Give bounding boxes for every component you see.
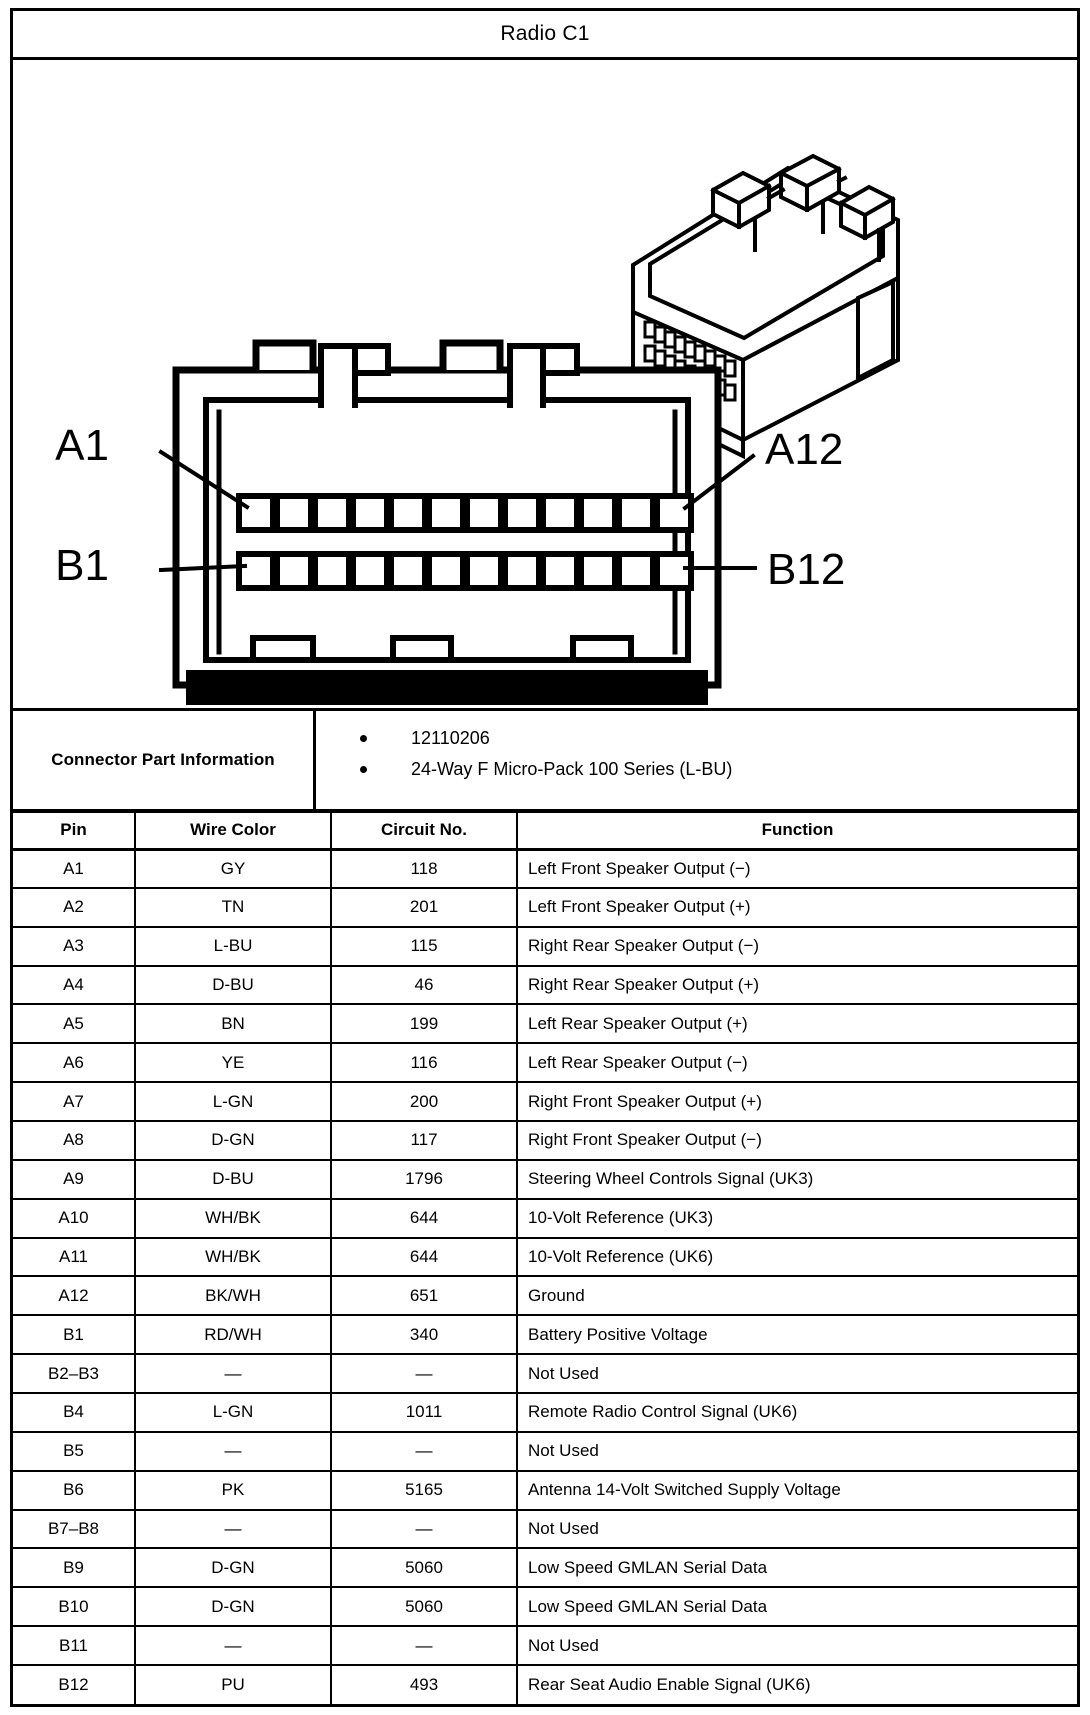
- cell-pin: A3: [13, 927, 135, 966]
- cell-wire: —: [135, 1626, 331, 1665]
- cell-pin: B5: [13, 1432, 135, 1471]
- connector-base: [188, 672, 706, 705]
- table-row: [13, 1393, 1077, 1432]
- table-row: [13, 1548, 1077, 1587]
- cell-circuit: 5060: [331, 1587, 517, 1626]
- cell-circuit: 116: [331, 1043, 517, 1082]
- cell-function: Left Front Speaker Output (−): [517, 849, 1077, 888]
- table-row: [13, 1160, 1077, 1199]
- table-row: [13, 1354, 1077, 1393]
- table-row: [13, 1043, 1077, 1082]
- cell-function: Right Front Speaker Output (−): [517, 1121, 1077, 1160]
- cell-pin: B7–B8: [13, 1510, 135, 1549]
- part-description: 24-Way F Micro-Pack 100 Series (L-BU): [411, 759, 733, 779]
- cell-pin: A9: [13, 1160, 135, 1199]
- cell-pin: B4: [13, 1393, 135, 1432]
- cell-circuit: 1796: [331, 1160, 517, 1199]
- list-item: [360, 727, 1077, 749]
- cell-function: Not Used: [517, 1510, 1077, 1549]
- cell-pin: A5: [13, 1004, 135, 1043]
- connector-part-information-list: [316, 711, 1077, 809]
- cell-pin: B12: [13, 1665, 135, 1704]
- cell-wire: GY: [135, 849, 331, 888]
- cell-pin: A1: [13, 849, 135, 888]
- cell-wire: WH/BK: [135, 1199, 331, 1238]
- cell-wire: L-GN: [135, 1082, 331, 1121]
- table-row: [13, 1004, 1077, 1043]
- cell-wire: D-BU: [135, 1160, 331, 1199]
- cell-circuit: 118: [331, 849, 517, 888]
- cell-pin: B9: [13, 1548, 135, 1587]
- cell-pin: A6: [13, 1043, 135, 1082]
- cell-wire: —: [135, 1432, 331, 1471]
- cell-circuit: 493: [331, 1665, 517, 1704]
- connector-part-information: [13, 711, 1077, 813]
- cell-wire: D-GN: [135, 1121, 331, 1160]
- cell-circuit: —: [331, 1432, 517, 1471]
- cell-function: Right Rear Speaker Output (+): [517, 966, 1077, 1005]
- cell-circuit: 200: [331, 1082, 517, 1121]
- cell-wire: L-BU: [135, 927, 331, 966]
- table-row: [13, 1199, 1077, 1238]
- cell-circuit: 644: [331, 1199, 517, 1238]
- connector-part-information-label: Connector Part Information: [13, 711, 316, 809]
- cell-pin: A8: [13, 1121, 135, 1160]
- cell-wire: PU: [135, 1665, 331, 1704]
- cell-wire: D-GN: [135, 1548, 331, 1587]
- table-row: [13, 1082, 1077, 1121]
- cell-circuit: 1011: [331, 1393, 517, 1432]
- cell-function: Left Rear Speaker Output (+): [517, 1004, 1077, 1043]
- cell-pin: A12: [13, 1276, 135, 1315]
- cell-function: 10-Volt Reference (UK3): [517, 1199, 1077, 1238]
- cell-circuit: 644: [331, 1238, 517, 1277]
- table-header-row: [13, 813, 1077, 849]
- cell-circuit: 117: [331, 1121, 517, 1160]
- cell-function: Rear Seat Audio Enable Signal (UK6): [517, 1665, 1077, 1704]
- cell-function: Not Used: [517, 1626, 1077, 1665]
- part-number: 12110206: [411, 728, 490, 748]
- cell-function: Not Used: [517, 1432, 1077, 1471]
- cell-wire: BK/WH: [135, 1276, 331, 1315]
- cell-function: 10-Volt Reference (UK6): [517, 1238, 1077, 1277]
- cell-wire: D-GN: [135, 1587, 331, 1626]
- callout-a1: A1: [55, 421, 109, 470]
- table-row: [13, 1626, 1077, 1665]
- table-row: [13, 1665, 1077, 1704]
- table-row: [13, 1587, 1077, 1626]
- cell-wire: —: [135, 1354, 331, 1393]
- cell-function: Not Used: [517, 1354, 1077, 1393]
- cell-circuit: —: [331, 1354, 517, 1393]
- column-header-wire: Wire Color: [135, 813, 331, 849]
- cell-circuit: 651: [331, 1276, 517, 1315]
- connector-illustration: [13, 60, 1077, 711]
- cell-function: Right Front Speaker Output (+): [517, 1082, 1077, 1121]
- cell-wire: TN: [135, 888, 331, 927]
- cell-circuit: 201: [331, 888, 517, 927]
- column-header-function: Function: [517, 813, 1077, 849]
- callout-b12: B12: [767, 545, 846, 594]
- pin-table: [13, 813, 1077, 1704]
- cell-function: Left Front Speaker Output (+): [517, 888, 1077, 927]
- table-row: [13, 927, 1077, 966]
- cell-function: Antenna 14-Volt Switched Supply Voltage: [517, 1471, 1077, 1510]
- bullet-icon: [360, 766, 367, 773]
- cell-function: Right Rear Speaker Output (−): [517, 927, 1077, 966]
- cell-wire: YE: [135, 1043, 331, 1082]
- cell-pin: A7: [13, 1082, 135, 1121]
- cell-pin: A11: [13, 1238, 135, 1277]
- table-row: [13, 1471, 1077, 1510]
- cell-circuit: 5165: [331, 1471, 517, 1510]
- table-row: [13, 1276, 1077, 1315]
- bullet-icon: [360, 735, 367, 742]
- cell-circuit: —: [331, 1510, 517, 1549]
- cell-pin: B10: [13, 1587, 135, 1626]
- callout-b1: B1: [55, 541, 109, 590]
- cell-wire: RD/WH: [135, 1315, 331, 1354]
- cell-circuit: 5060: [331, 1548, 517, 1587]
- cell-pin: B6: [13, 1471, 135, 1510]
- pin-table-body: [13, 849, 1077, 1704]
- table-row: [13, 1121, 1077, 1160]
- cell-pin: B1: [13, 1315, 135, 1354]
- cell-wire: WH/BK: [135, 1238, 331, 1277]
- sheet-title-bar: [13, 11, 1077, 60]
- page-title: Radio C1: [500, 22, 590, 45]
- cell-circuit: 46: [331, 966, 517, 1005]
- cell-circuit: 115: [331, 927, 517, 966]
- table-row: [13, 966, 1077, 1005]
- list-item: [360, 758, 1077, 780]
- cell-wire: L-GN: [135, 1393, 331, 1432]
- table-row: [13, 849, 1077, 888]
- column-header-circuit: Circuit No.: [331, 813, 517, 849]
- cell-pin: A4: [13, 966, 135, 1005]
- cell-wire: PK: [135, 1471, 331, 1510]
- cell-wire: —: [135, 1510, 331, 1549]
- cell-function: Left Rear Speaker Output (−): [517, 1043, 1077, 1082]
- cell-pin: A2: [13, 888, 135, 927]
- cell-circuit: 340: [331, 1315, 517, 1354]
- cell-pin: B2–B3: [13, 1354, 135, 1393]
- connector-drawing: [13, 60, 1077, 705]
- cell-function: Ground: [517, 1276, 1077, 1315]
- table-row: [13, 1432, 1077, 1471]
- cell-function: Steering Wheel Controls Signal (UK3): [517, 1160, 1077, 1199]
- table-row: [13, 1238, 1077, 1277]
- column-header-pin: Pin: [13, 813, 135, 849]
- table-row: [13, 888, 1077, 927]
- table-row: [13, 1315, 1077, 1354]
- connector-sheet: [10, 8, 1080, 1707]
- cell-circuit: —: [331, 1626, 517, 1665]
- cell-circuit: 199: [331, 1004, 517, 1043]
- cell-wire: D-BU: [135, 966, 331, 1005]
- cell-function: Remote Radio Control Signal (UK6): [517, 1393, 1077, 1432]
- cell-function: Low Speed GMLAN Serial Data: [517, 1548, 1077, 1587]
- cell-function: Low Speed GMLAN Serial Data: [517, 1587, 1077, 1626]
- cell-pin: A10: [13, 1199, 135, 1238]
- callout-a12: A12: [765, 425, 844, 474]
- cell-function: Battery Positive Voltage: [517, 1315, 1077, 1354]
- cell-pin: B11: [13, 1626, 135, 1665]
- table-row: [13, 1510, 1077, 1549]
- cell-wire: BN: [135, 1004, 331, 1043]
